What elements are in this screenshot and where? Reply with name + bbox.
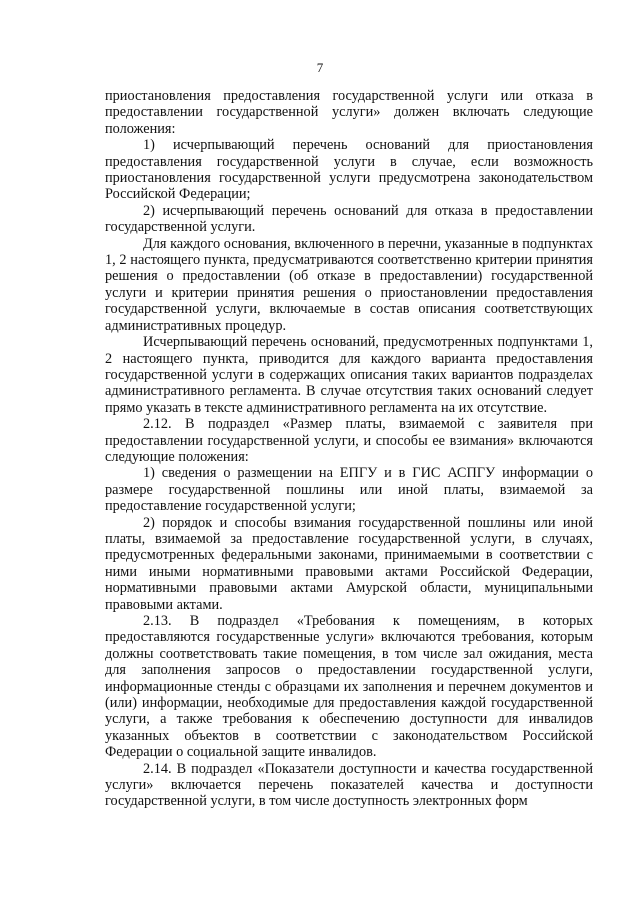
paragraph: 2) порядок и способы взимания государственной пошлины или иной платы, взимаемой за предоставление государственной услуги, в случаях, предусмотренных федеральными законами, принимаемыми в соответствии с ними иными нормативными правовыми актами Российской Федерации, нормативными правовыми актами Амурской области, муниципальными правовыми актами. [105,514,593,613]
paragraph: 2) исчерпывающий перечень оснований для отказа в предоставлении государственной услуги. [105,202,593,236]
paragraph: 1) исчерпывающий перечень оснований для приостановления предоставления государственной услуги в случае, если возможность приостановления государственной услуги предусмотрена законодательством Российской Федерации; [105,137,593,203]
paragraph-continuation: приостановления предоставления государственной услуги или отказа в предоставлении государственной услуги» должен включать следующие положения: [105,88,593,137]
paragraph: Исчерпывающий перечень оснований, предусмотренных подпунктами 1, 2 настоящего пункта, приводится для каждого варианта предоставления государственной услуги в содержащих описания таких вариантов подразделах административного регламента. В случае отсутствия таких оснований следует прямо указать в тексте административного регламента на их отсутствие. [105,334,593,416]
paragraph-section-2-13: 2.13. В подраздел «Требования к помещениям, в которых предоставляются государственные услуги» включаются требования, которым должны соответствовать такие помещения, в том числе зал ожидания, места для заполнения запросов о предоставлении государственной услуги, информационные стенды с образцами их заполнения и перечнем документов и (или) информации, необходимые для предоставления каждой государственной услуги, а также требования к обеспечению доступности для инвалидов указанных объектов в соответствии с законодательством Российской Федерации о социальной защите инвалидов. [105,613,593,761]
paragraph: 1) сведения о размещении на ЕПГУ и в ГИС АСПГУ информации о размере государственной пошлины или иной платы, взимаемой за предоставление государственной услуги; [105,465,593,515]
document-body [105,88,593,810]
page-number: 7 [316,60,324,75]
paragraph: Для каждого основания, включенного в перечни, указанные в подпунктах 1, 2 настоящего пункта, предусматриваются соответственно критерии принятия решения о предоставлении (об отказе в предоставлении) государственной услуги и критерии принятия решения о приостановлении предоставления государственной услуги, включаемые в состав описания соответствующих административных процедур. [105,235,593,334]
paragraph-section-2-12: 2.12. В подраздел «Размер платы, взимаемой с заявителя при предоставлении государственной услуги, и способы ее взимания» включаются следующие положения: [105,416,593,465]
paragraph-section-2-14: 2.14. В подраздел «Показатели доступности и качества государственной услуги» включается перечень показателей качества и доступности государственной услуги, в том числе доступность электронных форм [105,760,593,810]
